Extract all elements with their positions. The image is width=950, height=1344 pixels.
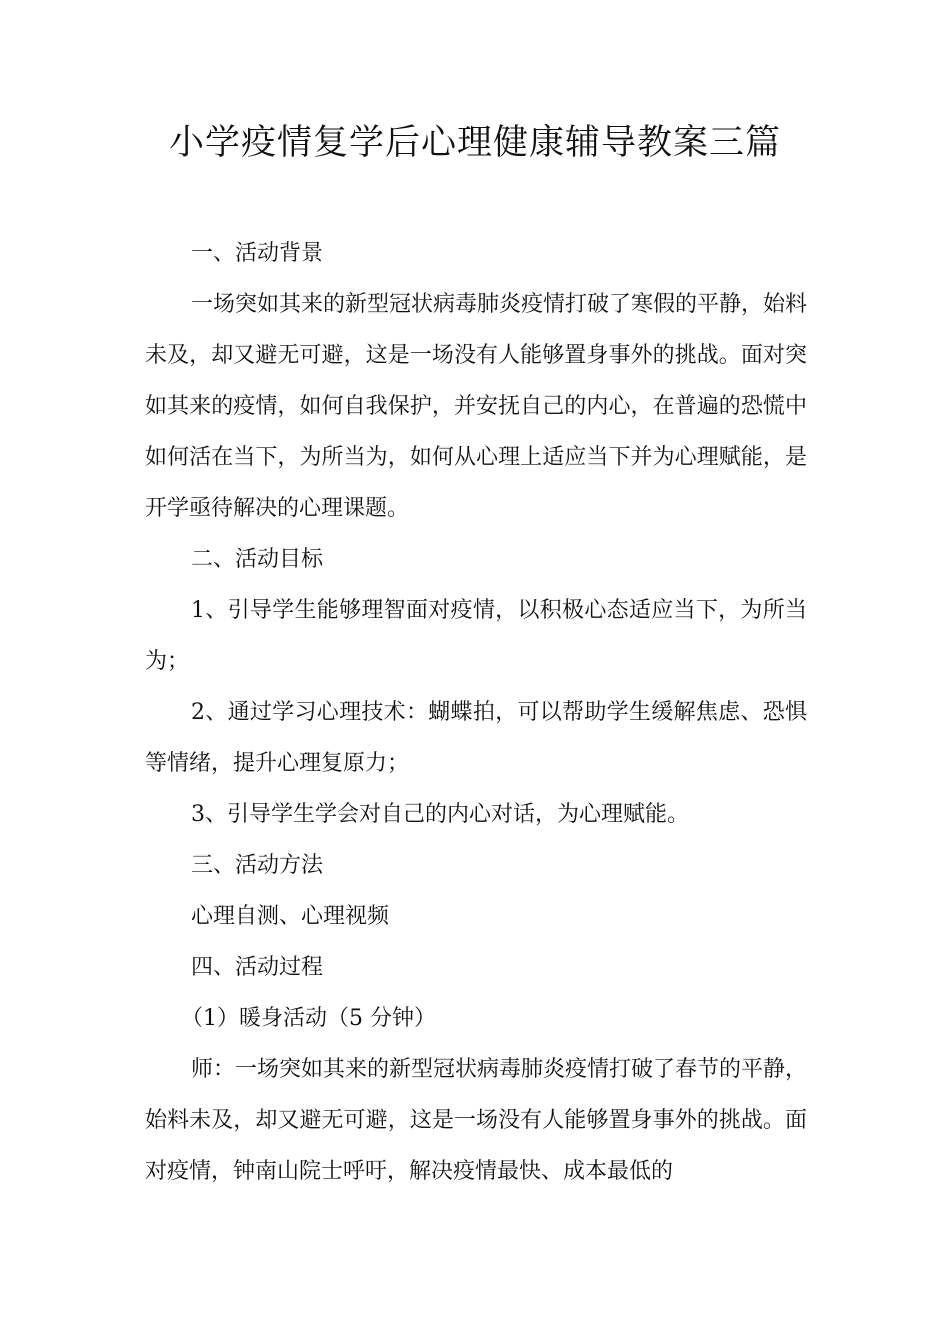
section-heading-process: 四、活动过程 <box>191 955 324 980</box>
goal-item-3: 3、引导学生学会对自己的内心对话，为心理赋能。 <box>191 802 689 827</box>
section-heading-goals: 二、活动目标 <box>191 547 324 572</box>
goal-item-1: 1、引导学生能够理智面对疫情，以积极心态适应当下，为所当为； <box>145 598 807 674</box>
section-heading-background: 一、活动背景 <box>191 241 324 266</box>
subheading-warmup: （1）暖身活动（5 分钟） <box>181 1006 436 1031</box>
paragraph-background: 一场突如其来的新型冠状病毒肺炎疫情打破了寒假的平静，始料未及，却又避无可避，这是一场没有人能够置身事外的挑战。面对突如其来的疫情，如何自我保护，并安抚自己的内心，在普遍的恐慌中如何活在当下，为所当为，如何从心理上适应当下并为心理赋能，是开学亟待解决的心理课题。 <box>145 292 808 521</box>
paragraph-methods: 心理自测、心理视频 <box>191 904 390 929</box>
section-heading-methods: 三、活动方法 <box>191 853 324 878</box>
paragraph-teacher: 师：一场突如其来的新型冠状病毒肺炎疫情打破了春节的平静，始料未及，却又避无可避，这是一场没有人能够置身事外的挑战。面对疫情，钟南山院士呼吁，解决疫情最快、成本最低的 <box>145 1057 808 1184</box>
goal-item-2: 2、通过学习心理技术：蝴蝶拍，可以帮助学生缓解焦虑、恐惧等情绪，提升心理复原力； <box>145 700 807 776</box>
document-title: 小学疫情复学后心理健康辅导教案三篇 <box>168 123 781 163</box>
document-body <box>145 228 807 1197</box>
